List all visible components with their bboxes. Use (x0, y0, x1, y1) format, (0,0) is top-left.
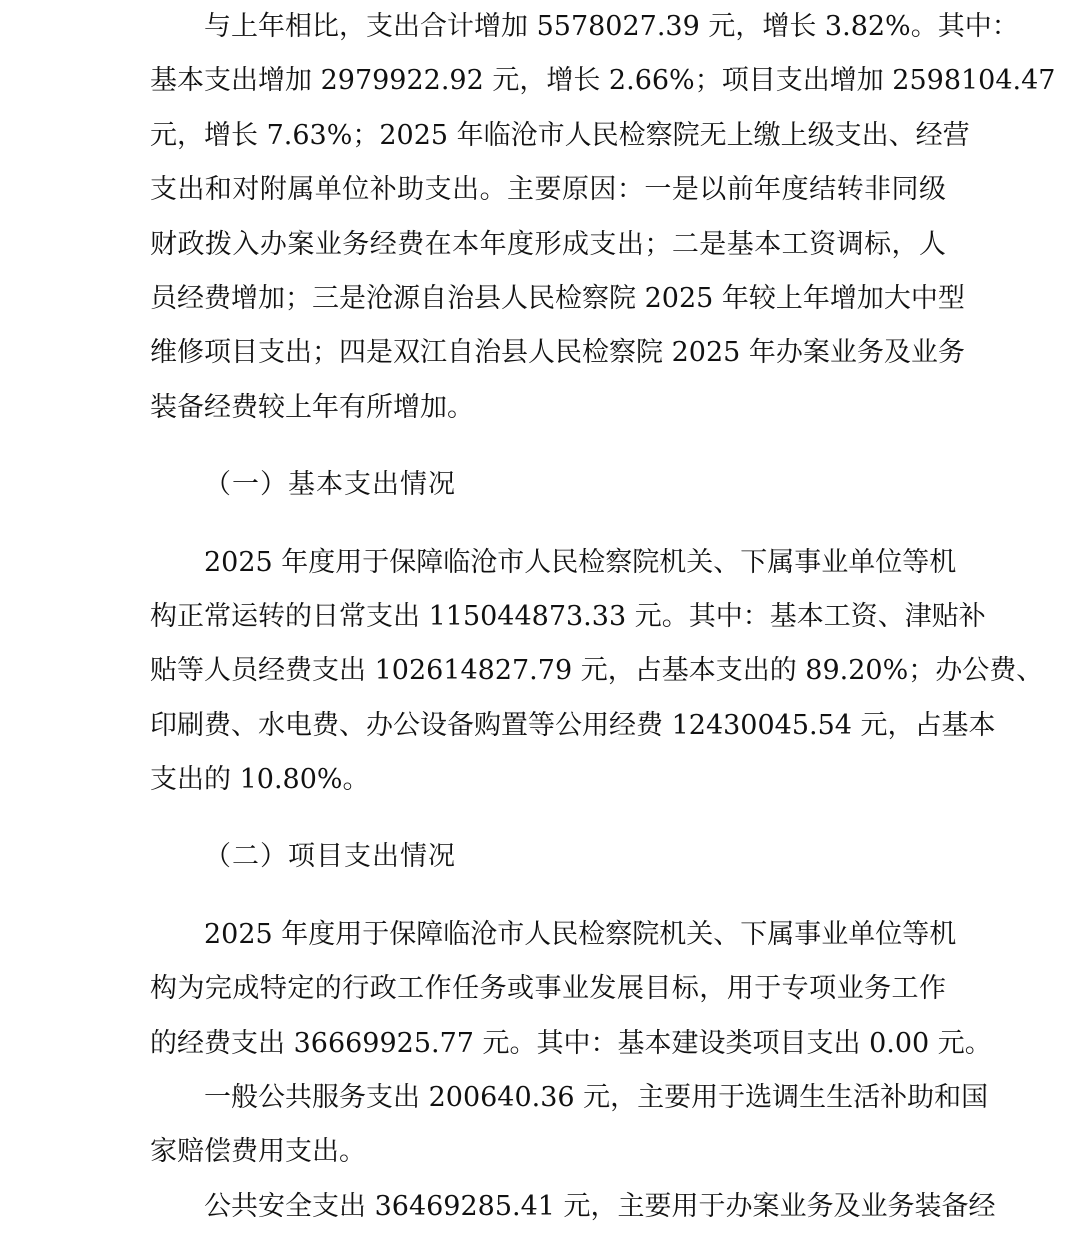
document-page (150, 0, 1056, 1234)
text-line: 基本支出增加 2979922.92 元，增长 2.66%；项目支出增加 2598104.47 (150, 65, 1056, 97)
text-line: 构为完成特定的行政工作任务或事业发展目标，用于专项业务工作 (150, 973, 946, 1005)
text-line: 元，增长 7.63%；2025 年临沧市人民检察院无上缴上级支出、经营 (150, 119, 970, 151)
text-line: 构正常运转的日常支出 115044873.33 元。其中：基本工资、津贴补 (150, 600, 986, 632)
text-line: 的经费支出 36669925.77 元。其中：基本建设类项目支出 0.00 元。 (150, 1027, 992, 1059)
paragraph-basic-expenditure (150, 536, 1044, 808)
text-line: 支出的 10.80%。 (150, 764, 370, 796)
paragraph-project-expenditure (150, 908, 992, 1071)
text-line: 2025 年度用于保障临沧市人民检察院机关、下属事业单位等机 (204, 546, 957, 578)
text-line: 员经费增加；三是沧源自治县人民检察院 2025 年较上年增加大中型 (150, 282, 965, 314)
text-line: 维修项目支出；四是双江自治县人民检察院 2025 年办案业务及业务 (150, 337, 965, 369)
text-line: 家赔偿费用支出。 (150, 1136, 366, 1168)
text-line: 与上年相比，支出合计增加 5578027.39 元，增长 3.82%。其中： (204, 11, 1019, 42)
text-line: 支出和对附属单位补助支出。主要原因：一是以前年度结转非同级 (150, 174, 946, 206)
text-line: 印刷费、水电费、办公设备购置等公用经费 12430045.54 元，占基本 (150, 709, 996, 741)
section-heading-basic-expenditure: （一）基本支出情况 (204, 469, 456, 501)
paragraph-public-security (150, 1180, 996, 1234)
text-line: 贴等人员经费支出 102614827.79 元，占基本支出的 89.20%；办公费、 (150, 655, 1044, 687)
section-heading-project-expenditure: （二）项目支出情况 (204, 841, 456, 873)
text-line: 公共安全支出 36469285.41 元，主要用于办案业务及业务装备经 (204, 1190, 996, 1222)
text-line: 2025 年度用于保障临沧市人民检察院机关、下属事业单位等机 (204, 918, 957, 950)
text-line: 一般公共服务支出 200640.36 元，主要用于选调生生活补助和国 (204, 1082, 989, 1114)
text-line: 财政拨入办案业务经费在本年度形成支出；二是基本工资调标，人 (150, 228, 946, 260)
paragraph-expenditure-change (150, 0, 1056, 435)
text-line: 装备经费较上年有所增加。 (150, 391, 474, 423)
paragraph-general-public-services (150, 1071, 989, 1180)
